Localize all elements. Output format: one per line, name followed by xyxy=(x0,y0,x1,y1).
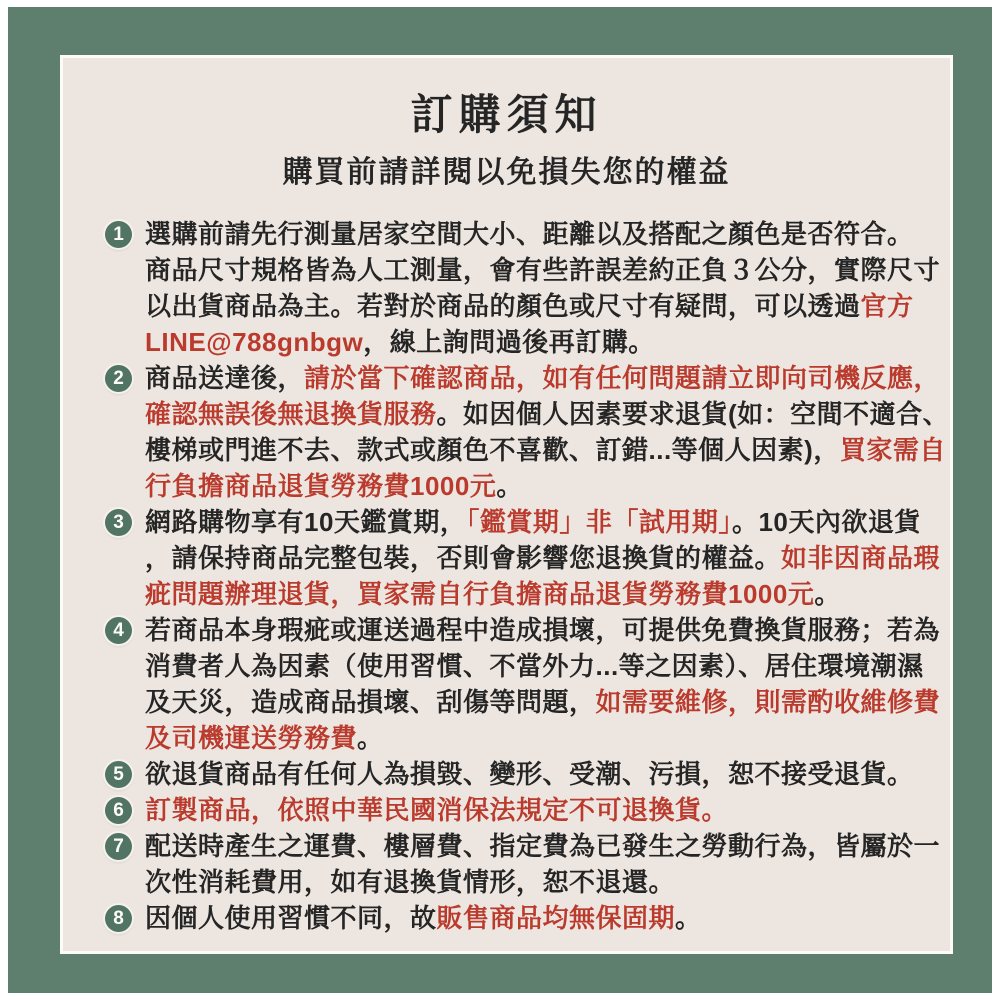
body-text: 若商品本身瑕疵或運送過程中造成損壞，可提供免費換貨服務；若為 xyxy=(145,615,941,645)
item-number-badge: 2 xyxy=(105,365,132,392)
notice-item xyxy=(105,756,950,792)
body-text: 。 xyxy=(357,723,384,753)
item-text xyxy=(145,828,941,900)
text-line xyxy=(145,756,935,792)
body-text: 。10天內欲退貨 xyxy=(731,507,921,537)
notice-item xyxy=(105,504,950,612)
highlight-text: 如非因商品瑕 xyxy=(781,543,941,573)
notice-list xyxy=(105,216,950,936)
text-line xyxy=(145,792,935,828)
highlight-text: 請於當下確認商品，如有任何問題請立即向司機反應， xyxy=(304,363,941,393)
notice-item xyxy=(105,828,950,900)
highlight-text: LINE@788gnbgw xyxy=(145,327,364,357)
item-number-badge: 6 xyxy=(105,797,132,824)
highlight-text: 疵問題辦理退貨，買家需自行負擔商品退貨勞務費1000元 xyxy=(145,579,815,609)
body-text: 因個人使用習慣不同，故 xyxy=(145,903,437,933)
page-title: 訂購須知 xyxy=(410,91,603,138)
body-text: 次性消耗費用，如有退換貨情形，恕不退還。 xyxy=(145,867,676,897)
item-number-badge: 8 xyxy=(105,905,132,932)
body-text: 網路購物享有10天鑑賞期， xyxy=(145,507,467,537)
highlight-text: 官方 xyxy=(860,291,914,321)
body-text: 選購前請先行測量居家空間大小、距離以及搭配之顏色是否符合。 xyxy=(145,219,914,249)
body-text: 及天災，造成商品損壞、刮傷等問題， xyxy=(145,687,596,717)
item-text xyxy=(145,792,935,828)
page-subtitle: 購買前請詳閱以免損失您的權益 xyxy=(282,156,731,189)
text-line xyxy=(145,432,946,468)
body-text: ，線上詢問過後再訂購。 xyxy=(363,327,655,357)
text-line xyxy=(145,324,935,360)
highlight-text: 如需要維修，則需酌收維修費 xyxy=(595,687,941,717)
item-number-badge: 3 xyxy=(105,509,132,536)
green-frame xyxy=(8,7,992,993)
body-text: 。 xyxy=(814,579,841,609)
body-text: 。 xyxy=(675,903,702,933)
text-line xyxy=(145,540,941,576)
text-line xyxy=(145,612,941,648)
text-line xyxy=(145,252,941,288)
item-text xyxy=(145,612,941,756)
body-text: 商品送達後， xyxy=(145,363,305,393)
highlight-text: 確認無誤後無退換貨服務 xyxy=(145,399,437,429)
text-line xyxy=(145,288,935,324)
item-text xyxy=(145,900,935,936)
body-text: 樓梯或門進不去、款式或顏色不喜歡、訂錯...等個人因素)， xyxy=(145,435,840,465)
body-text: 。如因個人因素要求退貨(如：空間不適合、 xyxy=(436,399,950,429)
item-text xyxy=(145,360,950,504)
text-line xyxy=(145,396,950,432)
item-number-badge: 1 xyxy=(105,221,132,248)
text-line xyxy=(145,864,935,900)
body-text: 商品尺寸規格皆為人工測量，會有些許誤差約正負３公分，實際尺寸 xyxy=(145,255,941,285)
notice-item xyxy=(105,792,950,828)
text-line xyxy=(145,720,935,756)
notice-card xyxy=(60,55,953,954)
notice-item xyxy=(105,612,950,756)
text-line xyxy=(145,828,941,864)
body-text: 配送時產生之運費、樓層費、指定費為已發生之勞動行為，皆屬於一 xyxy=(145,831,941,861)
highlight-text: 買家需自 xyxy=(839,435,946,465)
highlight-text: 及司機運送勞務費 xyxy=(145,723,358,753)
notice-item xyxy=(105,900,950,936)
item-text xyxy=(145,216,941,360)
body-text: 以出貨商品為主。若對於商品的顏色或尺寸有疑問，可以透過 xyxy=(145,291,861,321)
body-text: ，請保持商品完整包裝，否則會影響您退換貨的權益。 xyxy=(145,543,782,573)
item-text xyxy=(145,504,941,612)
text-line xyxy=(145,684,941,720)
item-number-badge: 7 xyxy=(105,833,132,860)
text-line xyxy=(145,504,935,540)
highlight-text: 販售商品均無保固期 xyxy=(436,903,676,933)
notice-item xyxy=(105,216,950,360)
text-line xyxy=(145,900,935,936)
item-text xyxy=(145,756,935,792)
body-text: 欲退貨商品有任何人為損毀、變形、受潮、污損，恕不接受退貨。 xyxy=(145,759,914,789)
item-number-badge: 4 xyxy=(105,617,132,644)
text-line xyxy=(145,216,935,252)
body-text: 消費者人為因素（使用習慣、不當外力...等之因素）、居住環境潮濕 xyxy=(145,651,924,681)
text-line xyxy=(145,360,941,396)
highlight-text: 行負擔商品退貨勞務費1000元 xyxy=(145,471,497,501)
highlight-text: 「鑑賞期」非「試用期」 xyxy=(466,507,732,537)
body-text: 。 xyxy=(496,471,523,501)
text-line xyxy=(145,576,935,612)
highlight-text: 訂製商品，依照中華民國消保法規定不可退換貨。 xyxy=(145,795,729,825)
item-number-badge: 5 xyxy=(105,761,132,788)
text-line xyxy=(145,468,935,504)
notice-item xyxy=(105,360,950,504)
text-line xyxy=(145,648,935,684)
